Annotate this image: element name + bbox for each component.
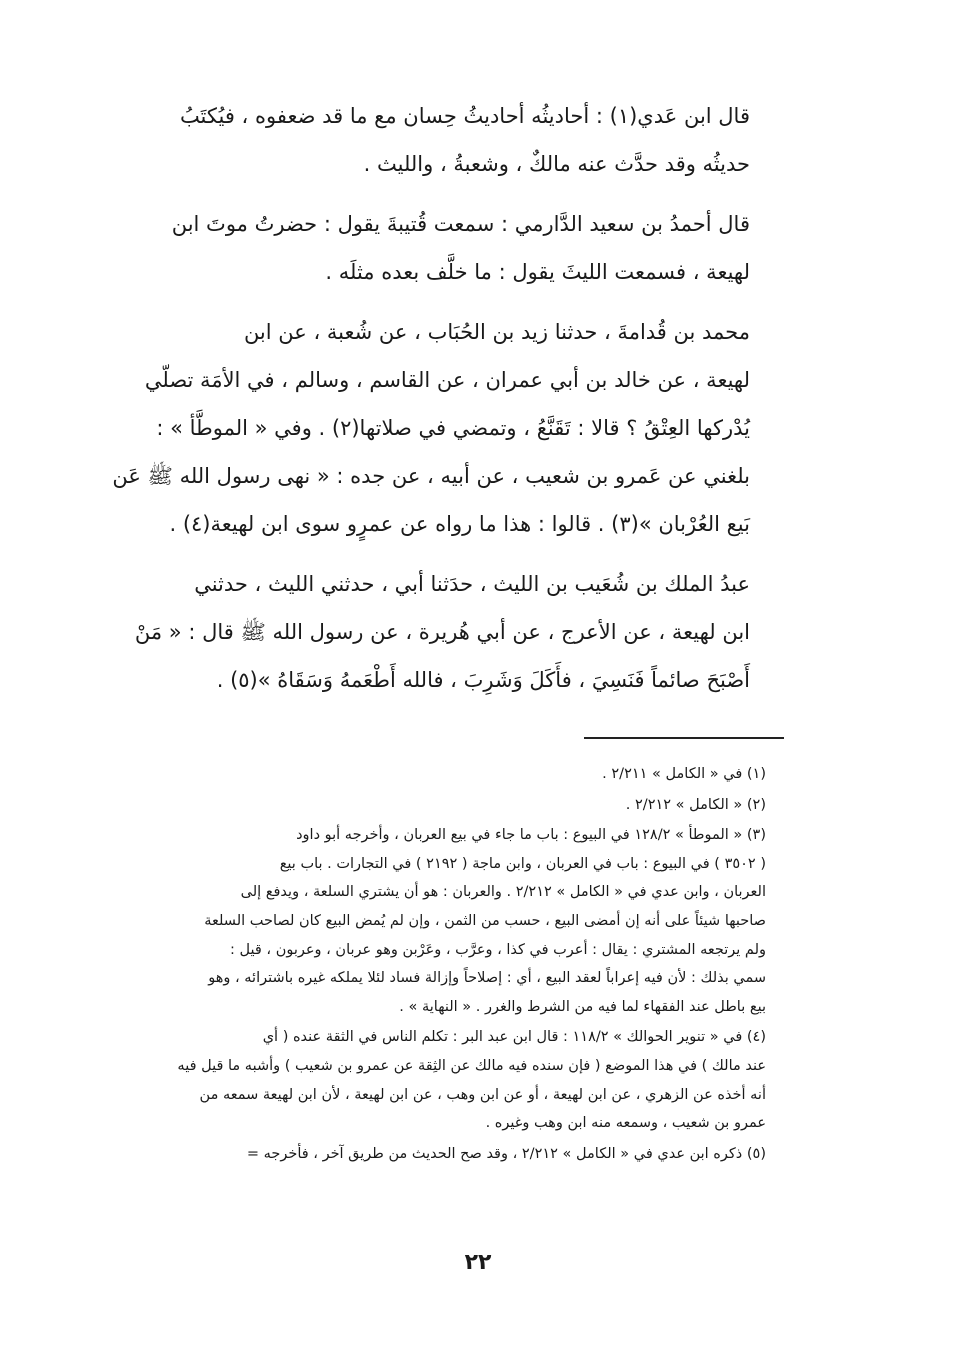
text-line: بَيع العُرْبان »(٣) . قالوا : هذا ما رواه عن عمرٍو سوى ابن لهيعة(٤) .	[169, 512, 750, 536]
text-line: حديثُه وقد حدَّث عنه مالكٌ ، وشعبةُ ، والليث .	[363, 152, 750, 176]
text-line: لهيعة ، فسمعت الليثَ يقول : ما خلَّف بعده مثلَه .	[325, 260, 750, 284]
footnote-line: أنه أخذه عن الزهري ، عن ابن لهيعة ، أو عن ابن وهب ، عن ابن لهيعة ، لأن ابن لهيعة سمعه من	[199, 1086, 766, 1103]
text-line: محمد بن قُدامةَ ، حدثنا زيد بن الحُبَاب ، عن شُعبة ، عن ابن	[243, 320, 750, 344]
paragraph	[112, 200, 784, 296]
footnote-line: (٤) في « تنوير الحوالك » ١١٨/٢ : قال ابن عبد البر : تكلم الناس في الثقة عنده ( أي	[262, 1029, 766, 1046]
footnote-2	[108, 791, 788, 820]
footnote-line: سمي بذلك : لأن فيه إعراباً لعقد البيع ، أي : إصلاحاً وإزالة فساد لئلا يملكه غيره باشترائه ، وهو	[208, 970, 766, 987]
text-line: قال ابن عَدي(١) : أحاديثُه أحاديثُ حِسان مع ما قد ضعفوه ، فيُكتَبُ	[179, 104, 750, 128]
footnote-line: (٢) « الكامل » ٢/٢١٢ .	[625, 796, 766, 813]
footnote-line: ولم يرتجعه المشتري : يقال : أعرب في كذا ، وعرَّب ، وعَرْبن وهو عربان ، وعربون ، قيل :	[230, 941, 766, 958]
footnote-line: عند مالك ) في هذا الموضع ( فإن سنده فيه مالك عن الثِقة عن عمرو بن شعيب ) وأشبه ما قيل فيه	[177, 1057, 766, 1074]
footnote-line: ( ٣٥٠٢ ) في البيوع : باب في العربان ، وابن ماجة ( ٢١٩٢ ) في التجارات . باب بيع	[279, 855, 766, 872]
text-line: لهيعة ، عن خالد بن أبي عمران ، عن القاسم ، وسالم ، في الأمَة تصلّي	[144, 368, 750, 392]
footnote-line: (٥) ذكره ابن عدي في « الكامل » ٢/٢١٢ ، وقد صح الحديث من طريق آخر ، فأخرجه =	[246, 1145, 766, 1162]
footnote-3	[108, 821, 788, 1021]
footnote-4	[108, 1023, 788, 1137]
main-text	[112, 92, 784, 716]
page-number: ٢٢	[464, 1250, 492, 1275]
footnotes	[108, 760, 788, 1170]
text-line: عبدُ الملك بن شُعَيب بن الليث ، حدَثنا أبي ، حدثني الليث ، حدثني	[194, 572, 750, 596]
footnote-divider	[584, 737, 784, 739]
footnote-line: صاحبها شيئاً على أنه إن أمضى البيع ، حسب من الثمن ، وإن لم يُمض البيع كان لصاحب السلعة	[204, 912, 766, 929]
footnote-line: (٣) « الموطأ » ١٢٨/٢ في البيوع : باب ما جاء في بيع العربان ، وأخرجه أبو داود	[296, 827, 766, 844]
text-line: أَصْبَحَ صائماً فَنَسِيَ ، فأَكَلَ وَشَرِبَ ، فالله أَطْعَمهُ وَسَقَاهُ »(٥) .	[216, 668, 750, 692]
footnote-line: عمرو بن شعيب ، وسمعه منه ابن وهب وغيره .	[485, 1115, 766, 1132]
text-line: يُدْركها العِتْقُ ؟ قالا : تَقَنَّعُ ، وتمضي في صلاتها(٢) . وفي « الموطَّأ » :	[156, 416, 750, 440]
footnote-5	[108, 1140, 788, 1169]
footnote-1	[108, 760, 788, 789]
paragraph	[112, 308, 784, 548]
text-line: بلغني عن عَمرو بن شعيب ، عن أبيه ، عن جده : « نهى رسول الله ﷺ عَن	[112, 464, 750, 488]
footnote-line: بيع باطل عند الفقهاء لما فيه من الشرط والغرر . « النهاية » .	[399, 998, 766, 1015]
footnote-line: (١) في « الكامل » ٢/٢١١ .	[602, 766, 766, 782]
paragraph	[112, 560, 784, 704]
footnote-line: العربان ، وابن عدي في « الكامل » ٢/٢١٢ . والعربان : هو أن يشتري السلعة ، ويدفع إلى	[240, 884, 766, 901]
text-line: ابن لهيعة ، عن الأعرج ، عن أبي هُريرة ، عن رسول الله ﷺ قال : « مَنْ	[134, 620, 750, 644]
paragraph	[112, 92, 784, 188]
text-line: قال أحمدُ بن سعيد الدَّارمي : سمعت قُتيبةَ يقول : حضرتُ موتَ ابن	[171, 212, 750, 236]
